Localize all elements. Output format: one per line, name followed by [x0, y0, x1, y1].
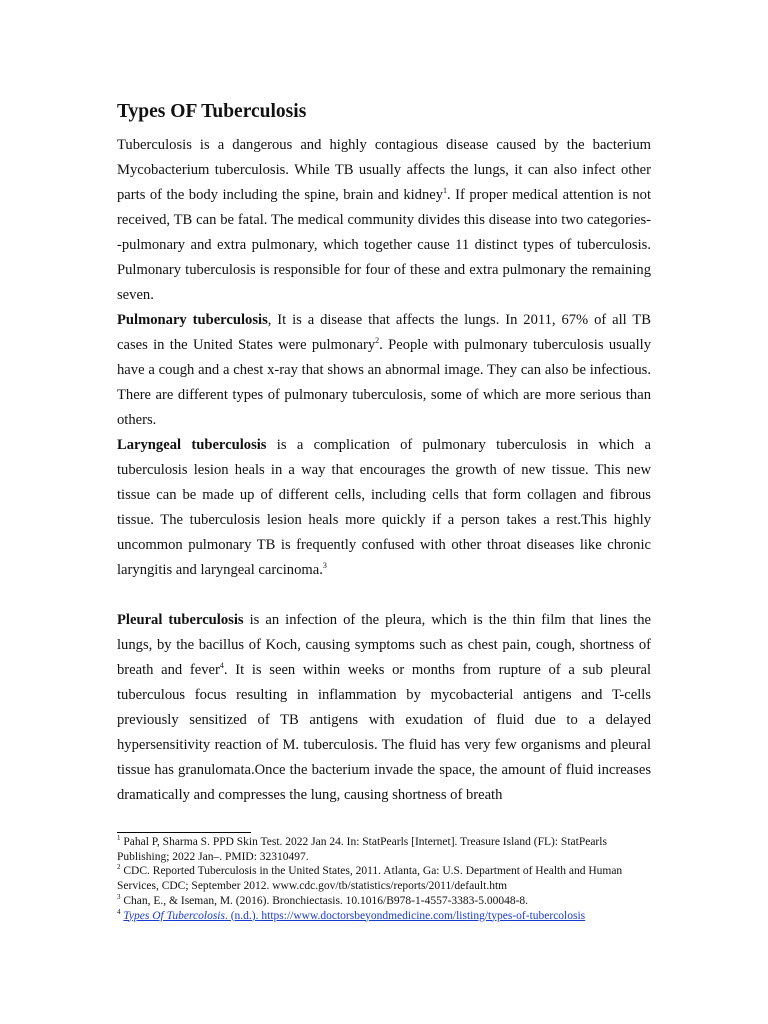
footnote-number: 2	[117, 863, 121, 872]
footnote-text: Chan, E., & Iseman, M. (2016). Bronchiectasis. 10.1016/B978-1-4557-3383-5.00048-8.	[123, 894, 529, 907]
laryngeal-paragraph	[117, 433, 651, 583]
footnote-number: 4	[117, 907, 121, 916]
footnote-text: CDC. Reported Tuberculosis in the United States, 2011. Atlanta, Ga: U.S. Department of Health and Human Services, CDC; September 2012. www.cdc.gov/tb/statistics/reports/2011/default.htm	[117, 865, 623, 893]
pleural-heading: Pleural tuberculosis	[117, 612, 244, 628]
pulmonary-text-2: . People with pulmonary tuberculosis usually have a cough and a chest x-ray that shows an abnormal image. They can also be infectious. There are different types of pulmonary tuberculosis, some of which are more serious than others.	[117, 337, 651, 428]
footnote-ref-3[interactable]: 3	[322, 561, 327, 571]
pulmonary-paragraph	[117, 308, 651, 433]
pulmonary-heading: Pulmonary tuberculosis	[117, 312, 268, 328]
footnote-ref-2[interactable]: 2	[375, 336, 380, 346]
laryngeal-text-1: is a complication of pulmonary tuberculosis in which a tuberculosis lesion heals in a way that encourages the growth of new tissue. This new tissue can be made up of different cells, including cells that form collagen and fibrous tissue. The tuberculosis lesion heals more quickly if a person takes a rest.This highly uncommon pulmonary TB is frequently confused with other throat diseases like chronic laryngitis and laryngeal carcinoma.	[117, 437, 652, 578]
intro-paragraph	[117, 133, 651, 308]
footnote-ref-4[interactable]: 4	[219, 661, 224, 671]
footnote-4-middle[interactable]: . (n.d.).	[224, 909, 262, 922]
footnote-3	[117, 894, 651, 909]
footnote-4	[117, 909, 651, 924]
footnotes	[117, 835, 651, 923]
footnote-4-title-link[interactable]: Types Of Tubercolosis	[123, 909, 225, 922]
laryngeal-heading: Laryngeal tuberculosis	[117, 437, 267, 453]
pleural-text-1: is an infection of the pleura, which is the thin film that lines the lungs, by the bacillus of Koch, causing symptoms such as chest pain, cough, shortness of breath and fever	[117, 612, 651, 678]
pleural-paragraph	[117, 608, 651, 808]
footnote-4-url-link[interactable]: https://www.doctorsbeyondmedicine.com/listing/types-of-tubercolosis	[261, 909, 586, 922]
pulmonary-text-1: , It is a disease that affects the lungs. In 2011, 67% of all TB cases in the United States were pulmonary	[117, 312, 651, 353]
document-body	[117, 133, 651, 808]
footnote-2	[117, 864, 651, 893]
intro-text-1: Tuberculosis is a dangerous and highly contagious disease caused by the bacterium Mycobacterium tuberculosis. While TB usually affects the lungs, it can also infect other parts of the body including the spine, brain and kidney	[117, 137, 651, 203]
footnote-number: 1	[117, 834, 121, 843]
footnote-text: Pahal P, Sharma S. PPD Skin Test. 2022 Jan 24. In: StatPearls [Internet]. Treasure Island (FL): StatPearls Publishing; 2022 Jan–. PMID: 32310497.	[117, 836, 607, 863]
intro-text-2: . If proper medical attention is not received, TB can be fatal. The medical community divides this disease into two categories--pulmonary and extra pulmonary, which together cause 11 distinct types of tuberculosis. Pulmonary tuberculosis is responsible for four of these and extra pulmonary the remaining seven.	[117, 187, 652, 303]
footnote-separator	[117, 832, 251, 833]
footnote-number: 3	[117, 892, 121, 901]
pleural-text-2: . It is seen within weeks or months from rupture of a sub pleural tuberculous focus resulting in inflammation by mycobacterial antigens and T-cells previously sensitized of TB antigens with exudation of fluid due to a delayed hypersensitivity reaction of M. tuberculosis. The fluid has very few organisms and pleural tissue has granulomata.Once the bacterium invade the space, the amount of fluid increases dramatically and compresses the lung, causing shortness of breath	[117, 662, 651, 803]
page-title: Types OF Tuberculosis	[117, 101, 307, 122]
footnote-1	[117, 835, 651, 864]
footnote-ref-1[interactable]: 1	[443, 186, 448, 196]
